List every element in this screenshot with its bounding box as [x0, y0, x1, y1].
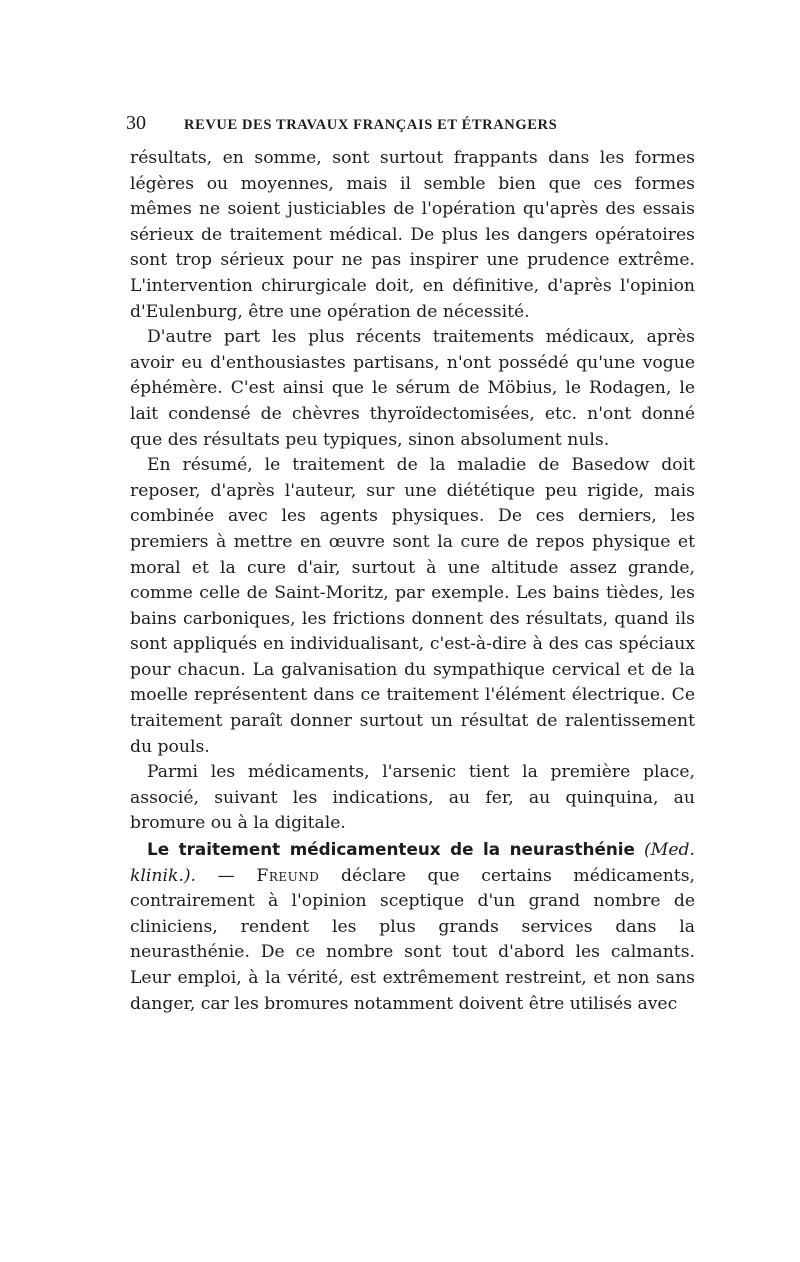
section-source: (Med. klinik.).	[130, 840, 695, 886]
page-number: 30	[126, 112, 146, 134]
section-text: déclare que certains médicaments, contrairement à l'opinion sceptique d'un grand nombre de cliniciens, rendent les plus grands services dans la neurasthénie. De ce nombre sont tout d'abord les calmants. Leur emploi, à la vérité, est extrêmement restreint, et non sans danger, car les bromures notamment doivent être utilisés avec	[130, 865, 695, 1014]
section-author: Freund	[256, 865, 320, 886]
section-title: Le traitement médicamenteux de la neurasthénie	[147, 839, 635, 860]
paragraph-2: D'autre part les plus récents traitements médicaux, après avoir eu d'enthousiastes partisans, n'ont possédé qu'une vogue éphémère. C'est ainsi que le sérum de Möbius, le Rodagen, le lait condensé de chèvres thyroïdectomisées, etc. n'ont donné que des résultats peu typiques, sinon absolument nuls.	[130, 327, 695, 450]
paragraph-3: En résumé, le traitement de la maladie de Basedow doit reposer, d'après l'auteur, sur une diététique peu rigide, mais combinée avec les agents physiques. De ces derniers, les premiers à mettre en œuvre sont la cure de repos physique et moral et la cure d'air, surtout à une altitude assez grande, comme celle de Saint-Moritz, par exemple. Les bains tièdes, les bains carboniques, les frictions donnent des résultats, quand ils sont appliqués en individualisant, c'est-à-dire à des cas spéciaux pour chacun. La galvanisation du sympathique cervical et de la moelle représentent dans ce traitement l'élément électrique. Ce traitement paraît donner surtout un résultat de ralentissement du pouls.	[130, 455, 695, 757]
running-title: REVUE DES TRAVAUX FRANÇAIS ET ÉTRANGERS	[184, 117, 558, 133]
section-dash: —	[196, 865, 257, 886]
paragraph-4: Parmi les médicaments, l'arsenic tient la première place, associé, suivant les indications, au fer, au quinquina, au bromure ou à la digitale.	[130, 762, 695, 834]
section-paragraph	[130, 837, 695, 1017]
running-header	[126, 112, 695, 146]
paragraph-1: résultats, en somme, sont surtout frappants dans les formes légères ou moyennes, mais il semble bien que ces formes mêmes ne soient justiciables de l'opération qu'après des essais sérieux de traitement médical. De plus les dangers opératoires sont trop sérieux pour ne pas inspirer une prudence extrême. L'intervention chirurgicale doit, en définitive, d'après l'opinion d'Eulenburg, être une opération de nécessité.	[130, 148, 695, 322]
document-page	[126, 112, 695, 1017]
article-body	[130, 146, 695, 1017]
